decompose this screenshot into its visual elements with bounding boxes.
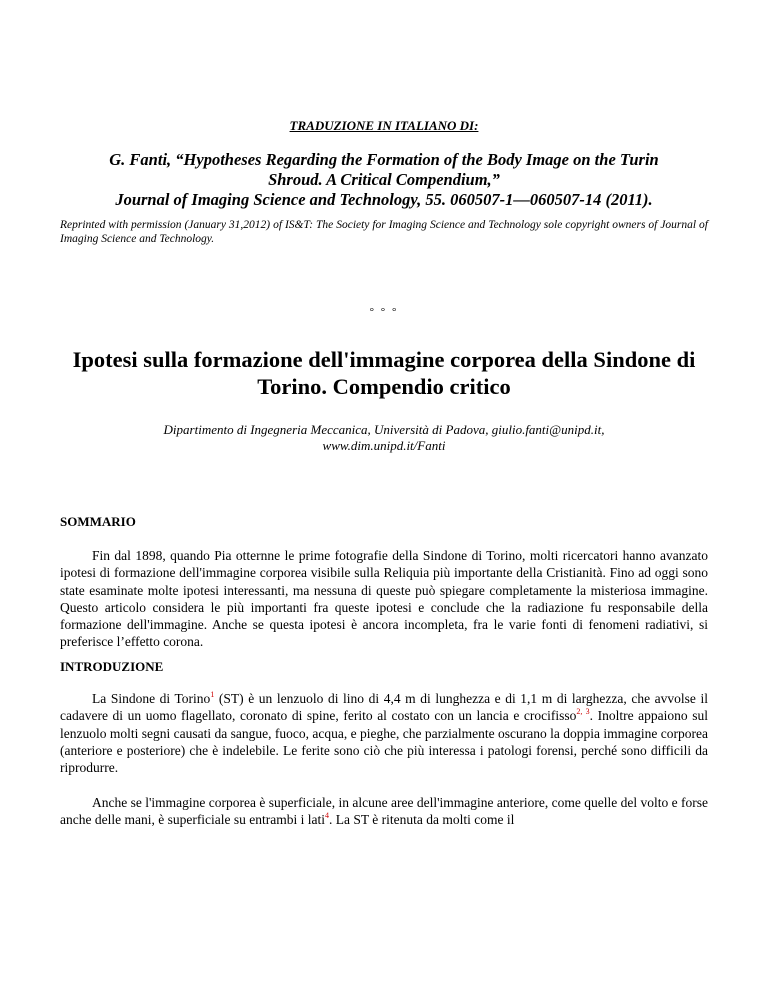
author-affiliation bbox=[60, 422, 708, 454]
section-heading-introduzione: INTRODUZIONE bbox=[60, 659, 164, 674]
title-line: Ipotesi sulla formazione dell'immagine corporea della Sindone di bbox=[72, 347, 696, 372]
citation-line: Shroud. A Critical Compendium,” bbox=[268, 170, 500, 189]
title-line: Torino. Compendio critico bbox=[257, 374, 511, 399]
paragraph-text: . La ST è ritenuta da molti come il bbox=[329, 812, 515, 828]
affiliation-line: Dipartimento di Ingegneria Meccanica, Università di Padova, giulio.fanti@unipd.it, bbox=[163, 422, 605, 437]
paragraph-text: Anche se l'immagine corporea è superficiale, in alcune aree dell'immagine anteriore, come quelle del volto e forse anche delle mani, è superficiale su entrambi i lati bbox=[60, 795, 708, 828]
footnote-ref[interactable]: 1 bbox=[210, 690, 215, 699]
translation-heading: TRADUZIONE IN ITALIANO DI: bbox=[289, 118, 479, 133]
affiliation-line: www.dim.unipd.it/Fanti bbox=[322, 438, 446, 453]
separator: ° ° ° bbox=[369, 306, 399, 318]
paragraph-text: . Inoltre appaiono sul lenzuolo molti segni causati da sangue, fuoco, acqua, e pieghe, che parzialmente oscurano la doppia immagine corporea (anteriore e posteriore) che è indelebile. Le ferite sono ciò che più interessa i patologi forensi, perché sono difficili da riprodurre. bbox=[60, 708, 708, 776]
paper-title bbox=[60, 346, 708, 400]
section-heading-sommario: SOMMARIO bbox=[60, 514, 136, 529]
citation-line: G. Fanti, “Hypotheses Regarding the Formation of the Body Image on the Turin bbox=[109, 150, 659, 169]
citation-block bbox=[60, 150, 708, 210]
paragraph-text: (ST) è un lenzuolo di lino di 4,4 m di lunghezza e di 1,1 m di larghezza, che avvolse il cadavere di un uomo flagellato, coronato di spine, ferito al costato con un lancia e crocifisso bbox=[60, 691, 708, 724]
footnote-ref[interactable]: 2, 3 bbox=[576, 707, 590, 717]
intro-paragraph bbox=[60, 690, 708, 776]
reprint-note: Reprinted with permission (January 31,2012) of IS&T: The Society for Imaging Science and Technology sole copyright owners of Journal of Imaging Science and Technology. bbox=[60, 219, 708, 245]
paragraph-text: La Sindone di Torino bbox=[92, 691, 211, 706]
abstract-paragraph: Fin dal 1898, quando Pia otternne le prime fotografie della Sindone di Torino, molti ricercatori hanno avanzato ipotesi di formazione dell'immagine corporea visibile sulla Reliquia più importante della Cristianità. Fino ad oggi sono state esaminate molte ipotesi interessanti, ma nessuna di queste può spiegare completamente la misteriosa immagine. Questo articolo considera le più importanti fra queste ipotesi e conclude che la radiazione fu responsabile della formazione dell'immagine. Anche se questa ipotesi è ancora incompleta, fra le varie fonti di fenomeni radiativi, si preferisce l’effetto corona. bbox=[60, 548, 708, 650]
citation-line: Journal of Imaging Science and Technology, 55. 060507-1—060507-14 (2011). bbox=[115, 190, 653, 209]
intro-paragraph bbox=[60, 794, 708, 829]
footnote-ref[interactable]: 4 bbox=[325, 811, 330, 821]
